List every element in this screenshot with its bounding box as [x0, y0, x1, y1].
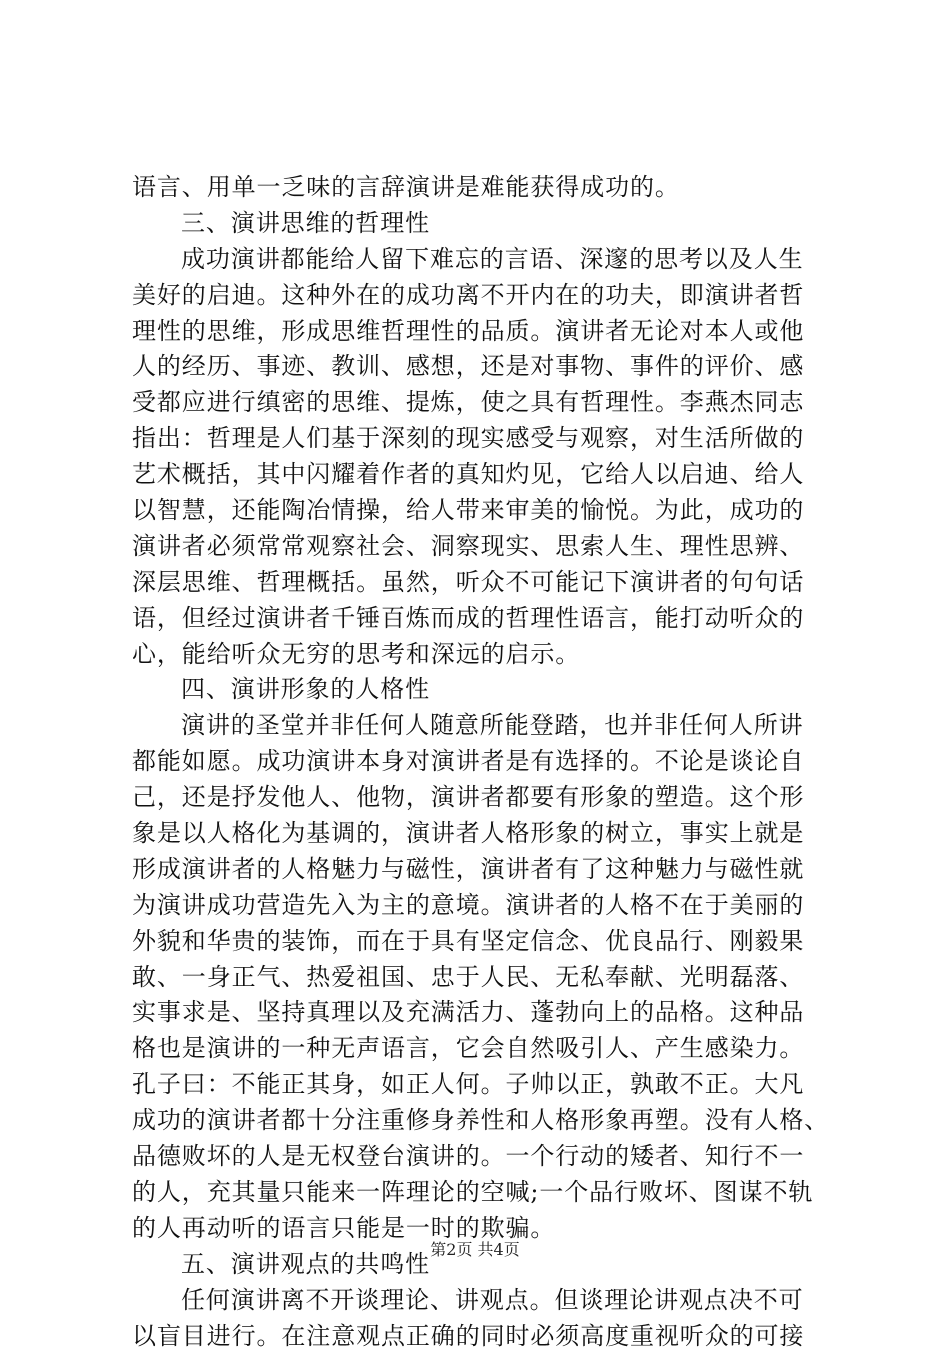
- text-line: 格也是演讲的一种无声语言，它会自然吸引人、产生感染力。: [132, 1031, 832, 1067]
- text-line: 的人，充其量只能来一阵理论的空喊;一个品行败坏、图谋不轨: [132, 1175, 832, 1211]
- text-line: 都能如愿。成功演讲本身对演讲者是有选择的。不论是谈论自: [132, 744, 832, 780]
- text-line: 成功演讲都能给人留下难忘的言语、深邃的思考以及人生: [132, 242, 832, 278]
- text-line: 外貌和华贵的装饰，而在于具有坚定信念、优良品行、刚毅果: [132, 924, 832, 960]
- text-line: 的人再动听的语言只能是一时的欺骗。: [132, 1211, 832, 1247]
- text-line: 美好的启迪。这种外在的成功离不开内在的功夫，即演讲者哲: [132, 278, 832, 314]
- text-line: 演讲的圣堂并非任何人随意所能登踏，也并非任何人所讲: [132, 708, 832, 744]
- text-line: 人的经历、事迹、教训、感想，还是对事物、事件的评价、感: [132, 349, 832, 385]
- text-line: 四、演讲形象的人格性: [132, 672, 832, 708]
- text-line: 成功的演讲者都十分注重修身养性和人格形象再塑。没有人格、: [132, 1103, 832, 1139]
- text-line: 孔子曰：不能正其身，如正人何。子帅以正，孰敢不正。大凡: [132, 1067, 832, 1103]
- text-line: 受都应进行缜密的思维、提炼，使之具有哲理性。李燕杰同志: [132, 385, 832, 421]
- text-line: 品德败坏的人是无权登台演讲的。一个行动的矮者、知行不一: [132, 1139, 832, 1175]
- text-line: 五、演讲观点的共鸣性: [132, 1247, 832, 1283]
- text-line: 己，还是抒发他人、他物，演讲者都要有形象的塑造。这个形: [132, 780, 832, 816]
- text-line: 指出：哲理是人们基于深刻的现实感受与观察，对生活所做的: [132, 421, 832, 457]
- text-line: 敢、一身正气、热爱祖国、忠于人民、无私奉献、光明磊落、: [132, 960, 832, 996]
- text-line: 语言、用单一乏味的言辞演讲是难能获得成功的。: [132, 170, 832, 206]
- text-line: 心，能给听众无穷的思考和深远的启示。: [132, 637, 832, 673]
- text-line: 任何演讲离不开谈理论、讲观点。但谈理论讲观点决不可: [132, 1283, 832, 1319]
- text-line: 实事求是、坚持真理以及充满活力、蓬勃向上的品格。这种品: [132, 995, 832, 1031]
- page-footer: 第2页 共4页: [0, 1239, 950, 1261]
- text-line: 深层思维、哲理概括。虽然，听众不可能记下演讲者的句句话: [132, 565, 832, 601]
- text-line: 形成演讲者的人格魅力与磁性，演讲者有了这种魅力与磁性就: [132, 852, 832, 888]
- text-line: 语，但经过演讲者千锤百炼而成的哲理性语言，能打动听众的: [132, 601, 832, 637]
- text-line: 三、演讲思维的哲理性: [132, 206, 832, 242]
- text-line: 以盲目进行。在注意观点正确的同时必须高度重视听众的可接: [132, 1319, 832, 1354]
- text-line: 艺术概括，其中闪耀着作者的真知灼见，它给人以启迪、给人: [132, 457, 832, 493]
- text-line: 演讲者必须常常观察社会、洞察现实、思索人生、理性思辨、: [132, 529, 832, 565]
- text-line: 以智慧，还能陶冶情操，给人带来审美的愉悦。为此，成功的: [132, 493, 832, 529]
- text-line: 象是以人格化为基调的，演讲者人格形象的树立，事实上就是: [132, 816, 832, 852]
- document-body: [132, 170, 832, 1354]
- text-line: 理性的思维，形成思维哲理性的品质。演讲者无论对本人或他: [132, 314, 832, 350]
- text-line: 为演讲成功营造先入为主的意境。演讲者的人格不在于美丽的: [132, 888, 832, 924]
